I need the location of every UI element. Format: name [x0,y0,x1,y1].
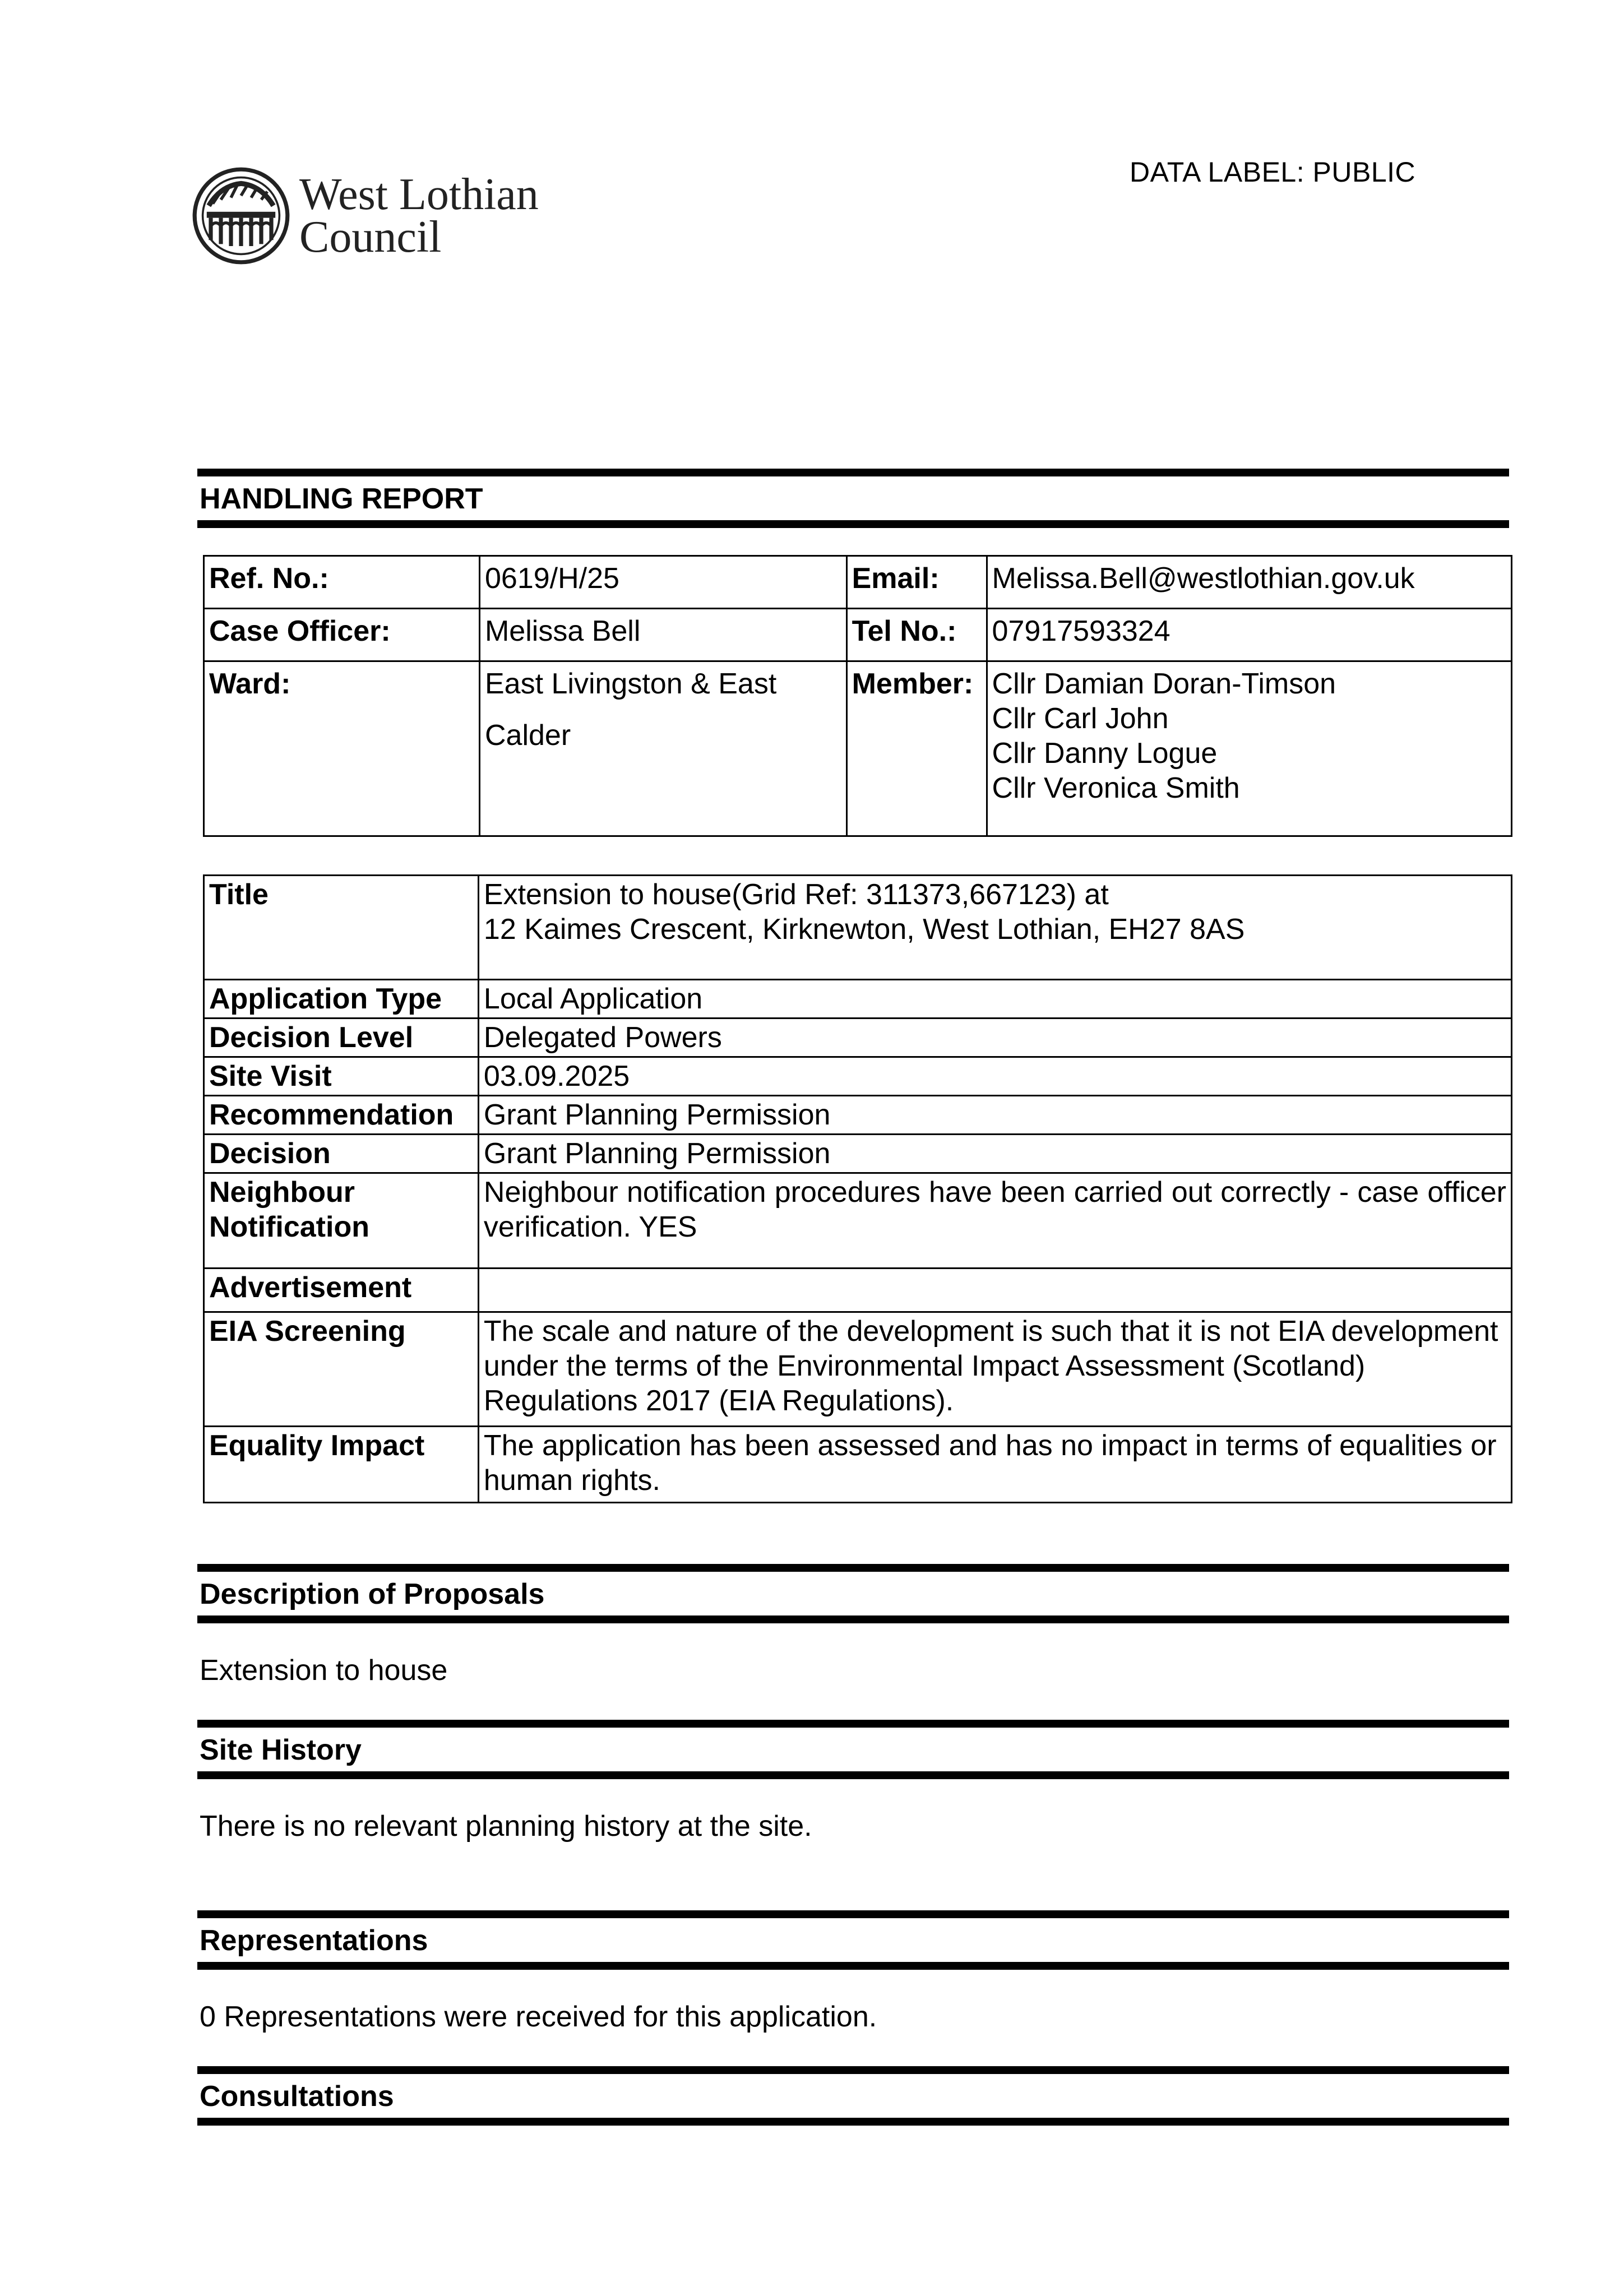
divider [197,1910,1509,1918]
table-row [204,1096,1512,1135]
representations-text: 0 Representations were received for this application. [200,2001,877,2033]
decision-label: Decision [204,1135,479,1173]
divider [197,520,1509,528]
report-title: HANDLING REPORT [200,483,483,515]
table-row [204,661,1512,836]
case-officer-label: Case Officer: [204,609,480,661]
application-type-label: Application Type [204,980,479,1019]
neighbour-notification-value: Neighbour notification procedures have been carried out correctly - case officer verification. YES [478,1173,1511,1269]
divider [197,1771,1509,1779]
table-row [204,1312,1512,1427]
table-row [204,1269,1512,1312]
logo-line-2: Council [299,212,442,262]
table-row [204,1135,1512,1173]
history-text: There is no relevant planning history at the site. [200,1810,812,1843]
ward-value [479,661,846,836]
title-line-2: 12 Kaimes Crescent, Kirknewton, West Lothian, EH27 8AS [483,913,1245,946]
neighbour-notification-label [204,1173,479,1269]
tel-label: Tel No.: [846,609,987,661]
council-logo [191,163,594,269]
member-item: Cllr Damian Doran-Timson [992,668,1336,700]
ward-label: Ward: [204,661,480,836]
divider [197,1962,1509,1970]
decision-level-value: Delegated Powers [478,1019,1511,1057]
application-type-value: Local Application [478,980,1511,1019]
divider [197,1720,1509,1728]
eia-screening-value: The scale and nature of the development is such that it is not EIA development under the terms of the Environmental Impact Assessment (Scotland) Regulations 2017 (EIA Regulations). [478,1312,1511,1427]
neighbour-label-line-1: Neighbour [209,1176,355,1209]
table-row [204,1173,1512,1269]
decision-value: Grant Planning Permission [478,1135,1511,1173]
equality-impact-value: The application has been assessed and has no impact in terms of equalities or human rights. [478,1427,1511,1503]
ref-label: Ref. No.: [204,556,480,609]
report-title-section [197,469,1509,528]
divider [197,1615,1509,1623]
ward-value-line-2: Calder [484,719,571,752]
member-item: Cllr Carl John [992,702,1169,735]
divider [197,469,1509,476]
table-row [204,556,1512,609]
recommendation-value: Grant Planning Permission [478,1096,1511,1135]
email-label: Email: [846,556,987,609]
consultations-heading: Consultations [200,2080,394,2113]
site-visit-value: 03.09.2025 [478,1057,1511,1096]
recommendation-label: Recommendation [204,1096,479,1135]
case-details-table [203,555,1512,837]
member-label: Member: [846,661,987,836]
description-text: Extension to house [200,1654,448,1687]
tel-value: 07917593324 [987,609,1511,661]
title-value [478,876,1511,980]
description-heading: Description of Proposals [200,1578,545,1610]
eia-screening-label: EIA Screening [204,1312,479,1427]
table-row [204,980,1512,1019]
table-row [204,876,1512,980]
member-item: Cllr Danny Logue [992,737,1218,770]
divider [197,2118,1509,2126]
site-visit-label: Site Visit [204,1057,479,1096]
advertisement-label: Advertisement [204,1269,479,1312]
divider [197,1564,1509,1572]
council-emblem-icon [191,165,292,266]
logo-wordmark [299,170,539,262]
table-row [204,609,1512,661]
history-heading: Site History [200,1734,362,1766]
description-section-header [197,1564,1509,1623]
logo-line-1: West Lothian [299,170,539,219]
application-table [203,874,1512,1503]
title-line-1: Extension to house(Grid Ref: 311373,667123) at [483,878,1109,911]
advertisement-value [478,1269,1511,1312]
title-label: Title [204,876,479,980]
table-row [204,1427,1512,1503]
member-item: Cllr Veronica Smith [992,772,1240,804]
history-section-header [197,1720,1509,1779]
table-row [204,1057,1512,1096]
neighbour-label-line-2: Notification [209,1211,369,1243]
representations-section-header [197,1910,1509,1970]
ward-value-line-1: East Livingston & East [484,668,777,700]
email-value[interactable]: Melissa.Bell@westlothian.gov.uk [987,556,1511,609]
case-officer-value: Melissa Bell [479,609,846,661]
representations-heading: Representations [200,1924,428,1957]
ref-value: 0619/H/25 [479,556,846,609]
member-list [987,661,1511,836]
table-row [204,1019,1512,1057]
decision-level-label: Decision Level [204,1019,479,1057]
divider [197,2066,1509,2074]
consultations-section-header [197,2066,1509,2126]
equality-impact-label: Equality Impact [204,1427,479,1503]
data-label: DATA LABEL: PUBLIC [1130,156,1416,188]
